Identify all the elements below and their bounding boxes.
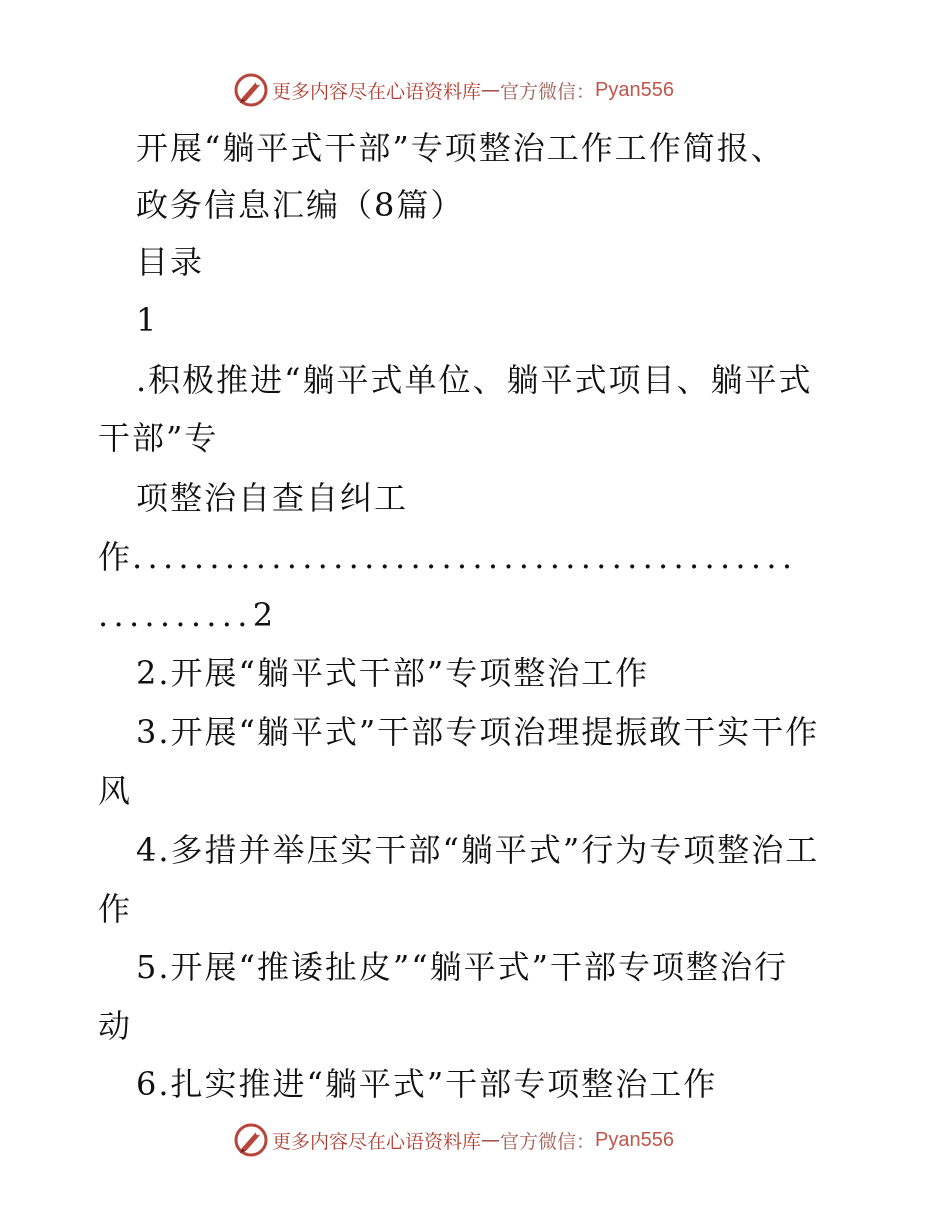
toc-item-1-leader-dots: ........................................... bbox=[132, 538, 798, 576]
watermark-separator: — bbox=[481, 79, 501, 101]
watermark-sub-text: 官方微信： bbox=[500, 1130, 596, 1153]
header-watermark bbox=[234, 72, 674, 108]
toc-item-1-number: 1 bbox=[136, 301, 159, 339]
toc-item-4-line-1: 4.多措并举压实干部“躺平式”行为专项整治工 bbox=[136, 831, 820, 869]
pen-logo-icon bbox=[234, 1123, 268, 1157]
toc-item-1-page-number: 2 bbox=[252, 596, 276, 634]
toc-item-1-line-4 bbox=[98, 537, 797, 577]
toc-item-1-leader-dots-cont: .......... bbox=[98, 596, 253, 634]
toc-item-2: 2.开展“躺平式干部”专项整治工作 bbox=[136, 654, 650, 692]
toc-heading: 目录 bbox=[136, 243, 205, 281]
toc-item-4-line-2: 作 bbox=[98, 890, 133, 928]
watermark-main-text: 更多内容尽在心语资料库 bbox=[272, 80, 482, 103]
toc-item-1-line-4-prefix: 作 bbox=[98, 538, 133, 576]
title-line-2: 政务信息汇编（8篇） bbox=[136, 186, 465, 224]
toc-item-5-line-2: 动 bbox=[98, 1007, 133, 1045]
watermark-separator: — bbox=[481, 1129, 501, 1151]
toc-item-3-line-2: 风 bbox=[98, 772, 133, 810]
title-line-1: 开展“躺平式干部”专项整治工作工作简报、 bbox=[136, 129, 785, 167]
toc-item-1-line-3: 项整治自查自纠工 bbox=[136, 479, 409, 517]
pen-logo-icon bbox=[234, 73, 268, 107]
toc-item-5-line-1: 5.开展“推诿扯皮”“躺平式”干部专项整治行 bbox=[136, 948, 788, 986]
toc-item-1-line-1: .积极推进“躺平式单位、躺平式项目、躺平式 bbox=[136, 361, 813, 399]
watermark-wechat-id: Pyan556 bbox=[595, 78, 674, 101]
toc-item-3-line-1: 3.开展“躺平式”干部专项治理提振敢干实干作 bbox=[136, 713, 820, 751]
toc-item-1-line-5 bbox=[98, 595, 275, 635]
watermark-wechat-id: Pyan556 bbox=[595, 1128, 674, 1151]
watermark-main-text: 更多内容尽在心语资料库 bbox=[272, 1130, 482, 1153]
toc-item-1-line-2: 干部”专 bbox=[98, 419, 219, 457]
watermark-sub-text: 官方微信： bbox=[500, 80, 596, 103]
footer-watermark bbox=[234, 1122, 674, 1158]
toc-item-6: 6.扎实推进“躺平式”干部专项整治工作 bbox=[136, 1065, 718, 1103]
